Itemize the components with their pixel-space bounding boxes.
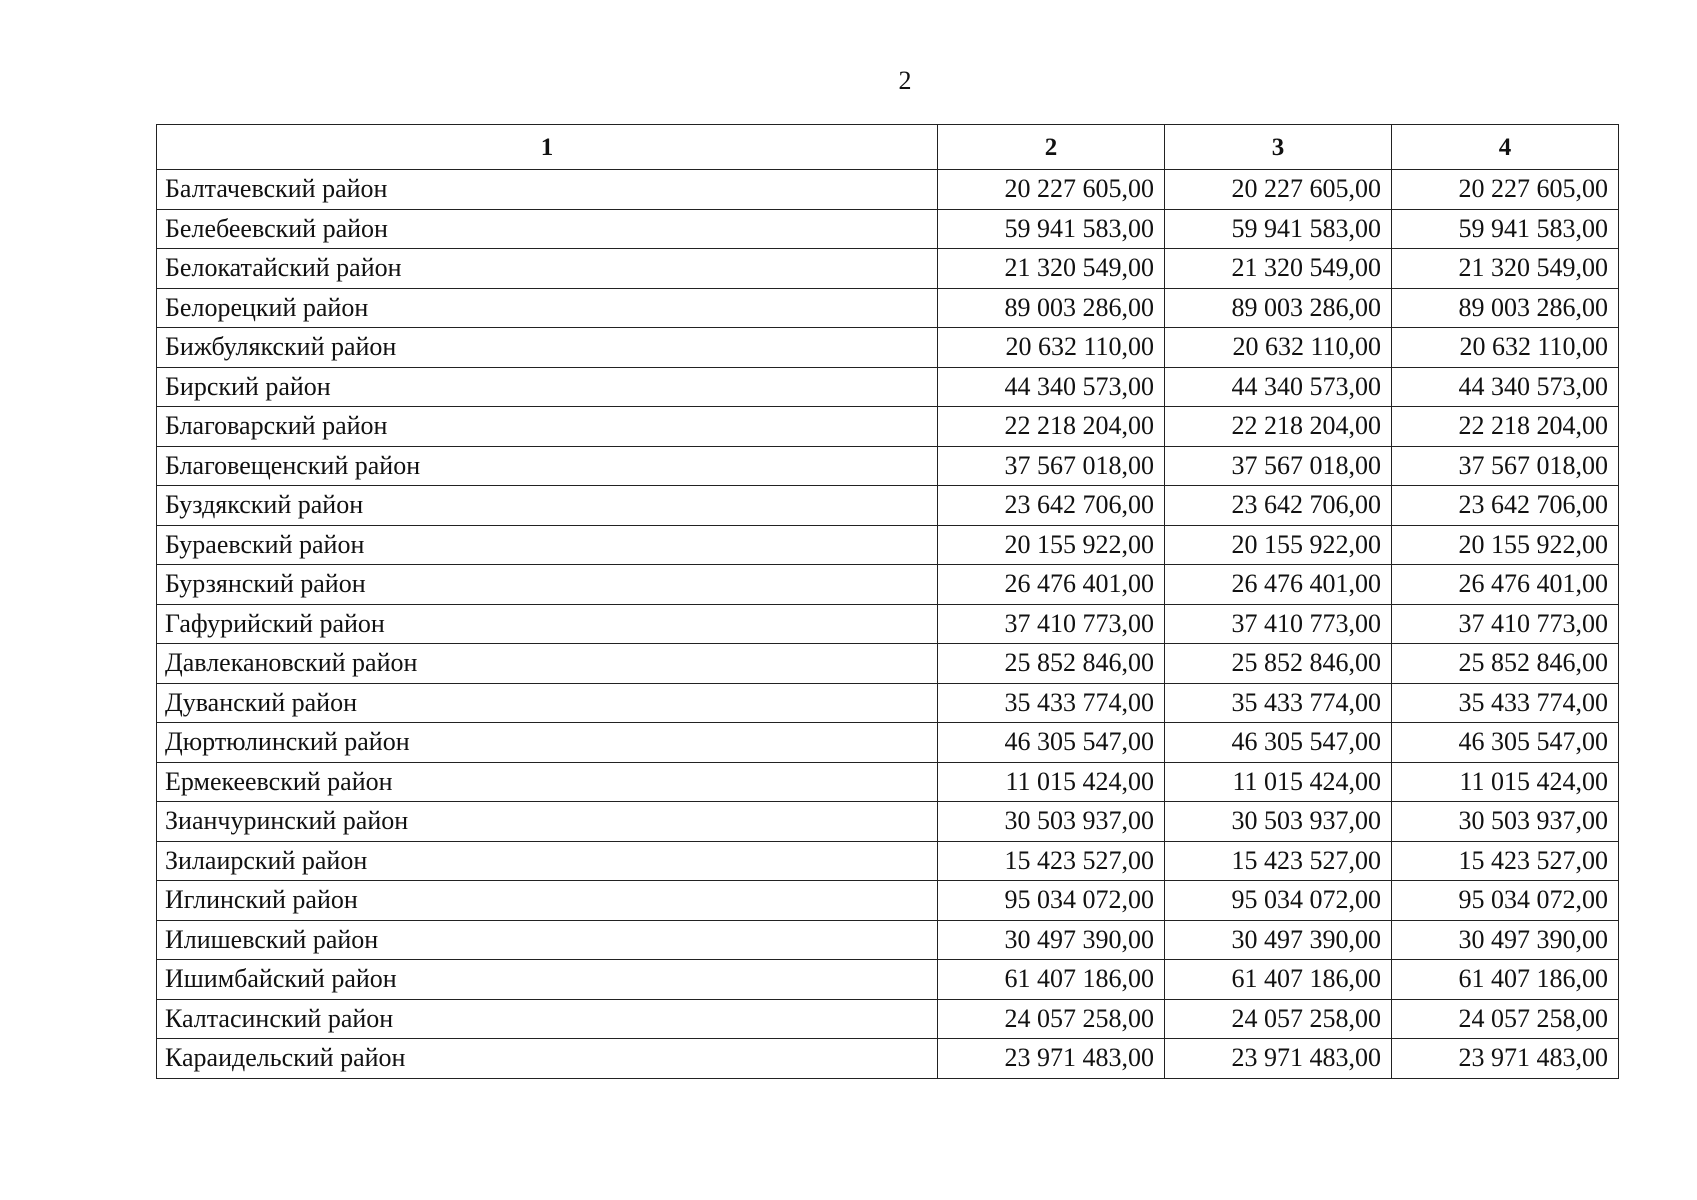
value-col-2: 20 227 605,00 bbox=[938, 170, 1165, 210]
header-col-3: 3 bbox=[1165, 125, 1392, 170]
value-col-3: 20 227 605,00 bbox=[1165, 170, 1392, 210]
table-row bbox=[157, 644, 1619, 684]
district-name: Благоварский район bbox=[157, 407, 938, 447]
budget-table bbox=[156, 124, 1619, 1079]
table-row bbox=[157, 920, 1619, 960]
value-col-4: 46 305 547,00 bbox=[1392, 723, 1619, 763]
table-row bbox=[157, 209, 1619, 249]
table-row bbox=[157, 762, 1619, 802]
value-col-4: 37 567 018,00 bbox=[1392, 446, 1619, 486]
table-row bbox=[157, 604, 1619, 644]
value-col-2: 15 423 527,00 bbox=[938, 841, 1165, 881]
value-col-2: 89 003 286,00 bbox=[938, 288, 1165, 328]
value-col-4: 95 034 072,00 bbox=[1392, 881, 1619, 921]
value-col-3: 22 218 204,00 bbox=[1165, 407, 1392, 447]
value-col-3: 30 497 390,00 bbox=[1165, 920, 1392, 960]
district-name: Гафурийский район bbox=[157, 604, 938, 644]
table-row bbox=[157, 960, 1619, 1000]
value-col-3: 35 433 774,00 bbox=[1165, 683, 1392, 723]
header-row bbox=[157, 125, 1619, 170]
table-row bbox=[157, 1039, 1619, 1079]
district-name: Зилаирский район bbox=[157, 841, 938, 881]
header-col-1: 1 bbox=[157, 125, 938, 170]
value-col-3: 24 057 258,00 bbox=[1165, 999, 1392, 1039]
table-row bbox=[157, 407, 1619, 447]
value-col-4: 89 003 286,00 bbox=[1392, 288, 1619, 328]
district-name: Буздякский район bbox=[157, 486, 938, 526]
value-col-2: 59 941 583,00 bbox=[938, 209, 1165, 249]
value-col-3: 37 567 018,00 bbox=[1165, 446, 1392, 486]
value-col-4: 25 852 846,00 bbox=[1392, 644, 1619, 684]
page-number: 2 bbox=[898, 66, 912, 95]
district-name: Дуванский район bbox=[157, 683, 938, 723]
value-col-2: 30 503 937,00 bbox=[938, 802, 1165, 842]
value-col-3: 44 340 573,00 bbox=[1165, 367, 1392, 407]
value-col-3: 37 410 773,00 bbox=[1165, 604, 1392, 644]
value-col-4: 59 941 583,00 bbox=[1392, 209, 1619, 249]
value-col-4: 30 497 390,00 bbox=[1392, 920, 1619, 960]
value-col-3: 25 852 846,00 bbox=[1165, 644, 1392, 684]
value-col-3: 30 503 937,00 bbox=[1165, 802, 1392, 842]
value-col-3: 23 971 483,00 bbox=[1165, 1039, 1392, 1079]
value-col-3: 95 034 072,00 bbox=[1165, 881, 1392, 921]
district-name: Иглинский район bbox=[157, 881, 938, 921]
value-col-4: 20 155 922,00 bbox=[1392, 525, 1619, 565]
value-col-3: 61 407 186,00 bbox=[1165, 960, 1392, 1000]
table-row bbox=[157, 446, 1619, 486]
value-col-2: 22 218 204,00 bbox=[938, 407, 1165, 447]
table-body bbox=[157, 170, 1619, 1079]
value-col-4: 44 340 573,00 bbox=[1392, 367, 1619, 407]
value-col-3: 11 015 424,00 bbox=[1165, 762, 1392, 802]
value-col-3: 59 941 583,00 bbox=[1165, 209, 1392, 249]
value-col-3: 46 305 547,00 bbox=[1165, 723, 1392, 763]
table-row bbox=[157, 565, 1619, 605]
value-col-2: 46 305 547,00 bbox=[938, 723, 1165, 763]
district-name: Караидельский район bbox=[157, 1039, 938, 1079]
table-row bbox=[157, 170, 1619, 210]
table-row bbox=[157, 841, 1619, 881]
value-col-2: 21 320 549,00 bbox=[938, 249, 1165, 289]
district-name: Калтасинский район bbox=[157, 999, 938, 1039]
value-col-4: 26 476 401,00 bbox=[1392, 565, 1619, 605]
value-col-3: 20 155 922,00 bbox=[1165, 525, 1392, 565]
value-col-2: 24 057 258,00 bbox=[938, 999, 1165, 1039]
district-name: Бураевский район bbox=[157, 525, 938, 565]
table-row bbox=[157, 683, 1619, 723]
value-col-3: 89 003 286,00 bbox=[1165, 288, 1392, 328]
value-col-4: 23 642 706,00 bbox=[1392, 486, 1619, 526]
district-name: Зианчуринский район bbox=[157, 802, 938, 842]
district-name: Белокатайский район bbox=[157, 249, 938, 289]
value-col-4: 20 632 110,00 bbox=[1392, 328, 1619, 368]
value-col-2: 37 567 018,00 bbox=[938, 446, 1165, 486]
value-col-2: 23 971 483,00 bbox=[938, 1039, 1165, 1079]
district-name: Ишимбайский район bbox=[157, 960, 938, 1000]
value-col-2: 26 476 401,00 bbox=[938, 565, 1165, 605]
value-col-4: 35 433 774,00 bbox=[1392, 683, 1619, 723]
table-row bbox=[157, 249, 1619, 289]
value-col-2: 61 407 186,00 bbox=[938, 960, 1165, 1000]
header-col-4: 4 bbox=[1392, 125, 1619, 170]
district-name: Давлекановский район bbox=[157, 644, 938, 684]
value-col-2: 25 852 846,00 bbox=[938, 644, 1165, 684]
district-name: Ермекеевский район bbox=[157, 762, 938, 802]
value-col-4: 20 227 605,00 bbox=[1392, 170, 1619, 210]
value-col-3: 21 320 549,00 bbox=[1165, 249, 1392, 289]
value-col-4: 21 320 549,00 bbox=[1392, 249, 1619, 289]
district-name: Бирский район bbox=[157, 367, 938, 407]
table-row bbox=[157, 288, 1619, 328]
value-col-3: 20 632 110,00 bbox=[1165, 328, 1392, 368]
table-row bbox=[157, 367, 1619, 407]
district-name: Белорецкий район bbox=[157, 288, 938, 328]
table-row bbox=[157, 999, 1619, 1039]
value-col-2: 23 642 706,00 bbox=[938, 486, 1165, 526]
value-col-2: 30 497 390,00 bbox=[938, 920, 1165, 960]
district-name: Дюртюлинский район bbox=[157, 723, 938, 763]
value-col-2: 20 155 922,00 bbox=[938, 525, 1165, 565]
value-col-2: 20 632 110,00 bbox=[938, 328, 1165, 368]
value-col-4: 22 218 204,00 bbox=[1392, 407, 1619, 447]
value-col-4: 23 971 483,00 bbox=[1392, 1039, 1619, 1079]
table-row bbox=[157, 486, 1619, 526]
header-col-2: 2 bbox=[938, 125, 1165, 170]
value-col-4: 15 423 527,00 bbox=[1392, 841, 1619, 881]
value-col-3: 23 642 706,00 bbox=[1165, 486, 1392, 526]
value-col-3: 15 423 527,00 bbox=[1165, 841, 1392, 881]
value-col-2: 37 410 773,00 bbox=[938, 604, 1165, 644]
value-col-3: 26 476 401,00 bbox=[1165, 565, 1392, 605]
table-row bbox=[157, 881, 1619, 921]
district-name: Илишевский район bbox=[157, 920, 938, 960]
value-col-2: 95 034 072,00 bbox=[938, 881, 1165, 921]
value-col-4: 24 057 258,00 bbox=[1392, 999, 1619, 1039]
table-header bbox=[157, 125, 1619, 170]
table-row bbox=[157, 525, 1619, 565]
value-col-2: 11 015 424,00 bbox=[938, 762, 1165, 802]
table-row bbox=[157, 802, 1619, 842]
value-col-4: 11 015 424,00 bbox=[1392, 762, 1619, 802]
value-col-4: 61 407 186,00 bbox=[1392, 960, 1619, 1000]
value-col-2: 35 433 774,00 bbox=[938, 683, 1165, 723]
district-name: Балтачевский район bbox=[157, 170, 938, 210]
district-name: Благовещенский район bbox=[157, 446, 938, 486]
table-row bbox=[157, 723, 1619, 763]
value-col-4: 37 410 773,00 bbox=[1392, 604, 1619, 644]
district-name: Белебеевский район bbox=[157, 209, 938, 249]
district-name: Бижбулякский район bbox=[157, 328, 938, 368]
value-col-4: 30 503 937,00 bbox=[1392, 802, 1619, 842]
value-col-2: 44 340 573,00 bbox=[938, 367, 1165, 407]
district-name: Бурзянский район bbox=[157, 565, 938, 605]
table-row bbox=[157, 328, 1619, 368]
